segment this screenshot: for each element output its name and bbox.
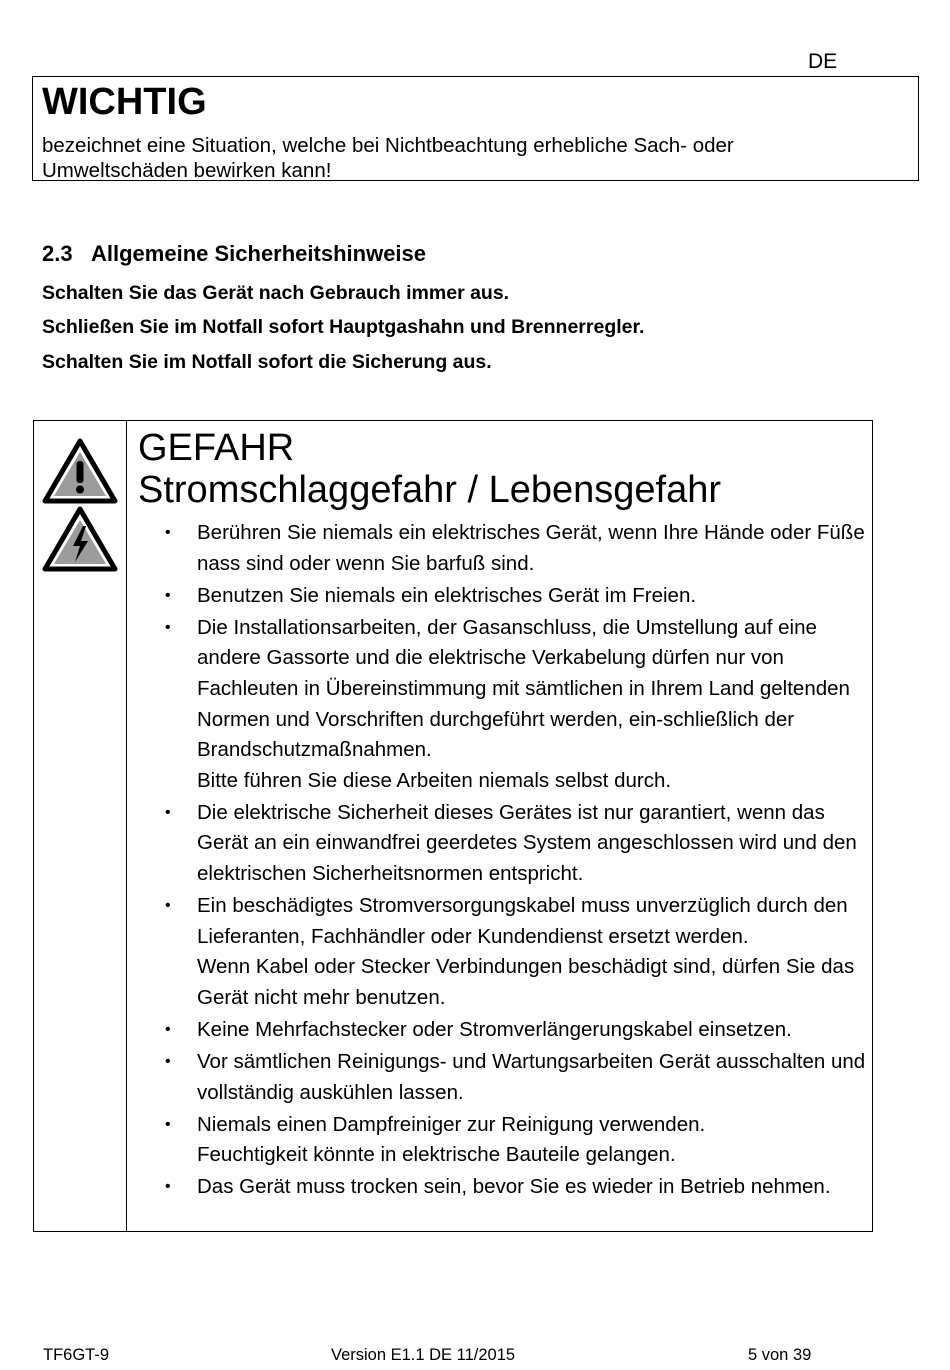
- danger-title: GEFAHR: [138, 427, 295, 469]
- danger-list-item: [138, 1172, 868, 1203]
- danger-notice-box: [33, 420, 873, 1232]
- danger-list-item-text: Benutzen Sie niemals ein elektrisches Gerät im Freien.: [197, 583, 697, 607]
- warning-triangle-icon: [42, 438, 118, 504]
- important-title: WICHTIG: [42, 81, 207, 123]
- footer-model: TF6GT-9: [43, 1346, 110, 1364]
- danger-list-item-text: Berühren Sie niemals ein elektrisches Gerät, wenn Ihre Hände oder Füße nass sind oder wenn Sie barfuß sind.: [197, 521, 865, 575]
- section-number: 2.3: [42, 241, 73, 266]
- danger-list-item-text: Ein beschädigtes Stromversorgungskabel muss unverzüglich durch den Lieferanten, Fachhändler oder Kundendienst ersetzt werden. Wenn Kabel oder Stecker Verbindungen beschädigt sind, dürfen Sie das Gerät nicht mehr benutzen.: [197, 894, 855, 1009]
- danger-list-item: [138, 1015, 868, 1046]
- danger-subtitle: Stromschlaggefahr / Lebensgefahr: [138, 469, 722, 511]
- danger-list-item: [138, 1110, 868, 1171]
- footer-page-number: 5 von 39: [748, 1346, 812, 1364]
- electric-shock-icon: [42, 506, 118, 572]
- important-body: bezeichnet eine Situation, welche bei Nichtbeachtung erhebliche Sach- oder Umweltschäden bewirken kann!: [42, 134, 734, 182]
- column-divider: [126, 421, 127, 1231]
- safety-line: Schalten Sie das Gerät nach Gebrauch immer aus.: [42, 282, 510, 304]
- important-notice-box: [32, 76, 919, 181]
- danger-list-item: [138, 581, 868, 612]
- danger-list-item: [138, 518, 868, 579]
- section-heading: [42, 241, 426, 267]
- danger-list-item-text: Die elektrische Sicherheit dieses Gerätes ist nur garantiert, wenn das Gerät an ein einwandfrei geerdetes System angeschlossen wird und den elektrischen Sicherheitsnormen entspricht.: [197, 800, 857, 886]
- danger-list-item: [138, 798, 868, 890]
- bullet-marker: •: [165, 1178, 171, 1196]
- danger-bullet-list: [138, 518, 868, 1205]
- bullet-marker: •: [165, 1053, 171, 1071]
- bullet-marker: •: [165, 618, 171, 636]
- footer-version: Version E1.1 DE 11/2015: [331, 1346, 516, 1364]
- danger-list-item: [138, 891, 868, 1013]
- danger-list-item: [138, 1047, 868, 1108]
- danger-list-item-text: Das Gerät muss trocken sein, bevor Sie es wieder in Betrieb nehmen.: [197, 1175, 831, 1199]
- bullet-marker: •: [165, 803, 171, 821]
- danger-list-item: [138, 613, 868, 797]
- danger-list-item-text: Vor sämtlichen Reinigungs- und Wartungsarbeiten Gerät ausschalten und vollständig auskühlen lassen.: [197, 1050, 866, 1104]
- bullet-marker: •: [165, 1021, 171, 1038]
- bullet-marker: •: [165, 1115, 171, 1133]
- danger-list-item-text: Die Installationsarbeiten, der Gasanschluss, die Umstellung auf eine andere Gassorte und die elektrische Verkabelung dürfen nur von Fachleuten in Übereinstimmung mit sämtlichen in Ihrem Land geltenden Normen und Vorschriften durchgeführt werden, ein-schließlich der Brandschutzmaßnahmen. Bitte führen Sie diese Arbeiten niemals selbst durch.: [197, 615, 850, 792]
- danger-list-item-text: Keine Mehrfachstecker oder Stromverlängerungskabel einsetzen.: [197, 1018, 792, 1041]
- bullet-marker: •: [165, 586, 171, 604]
- section-title: Allgemeine Sicherheitshinweise: [91, 241, 427, 266]
- safety-line: Schließen Sie im Notfall sofort Hauptgashahn und Brennerregler.: [42, 316, 645, 338]
- bullet-marker: •: [165, 897, 171, 915]
- safety-line: Schalten Sie im Notfall sofort die Sicherung aus.: [42, 351, 492, 373]
- language-label: DE: [808, 50, 838, 73]
- bullet-marker: •: [165, 524, 171, 541]
- danger-list-item-text: Niemals einen Dampfreiniger zur Reinigung verwenden. Feuchtigkeit könnte in elektrische Bauteile gelangen.: [197, 1112, 706, 1167]
